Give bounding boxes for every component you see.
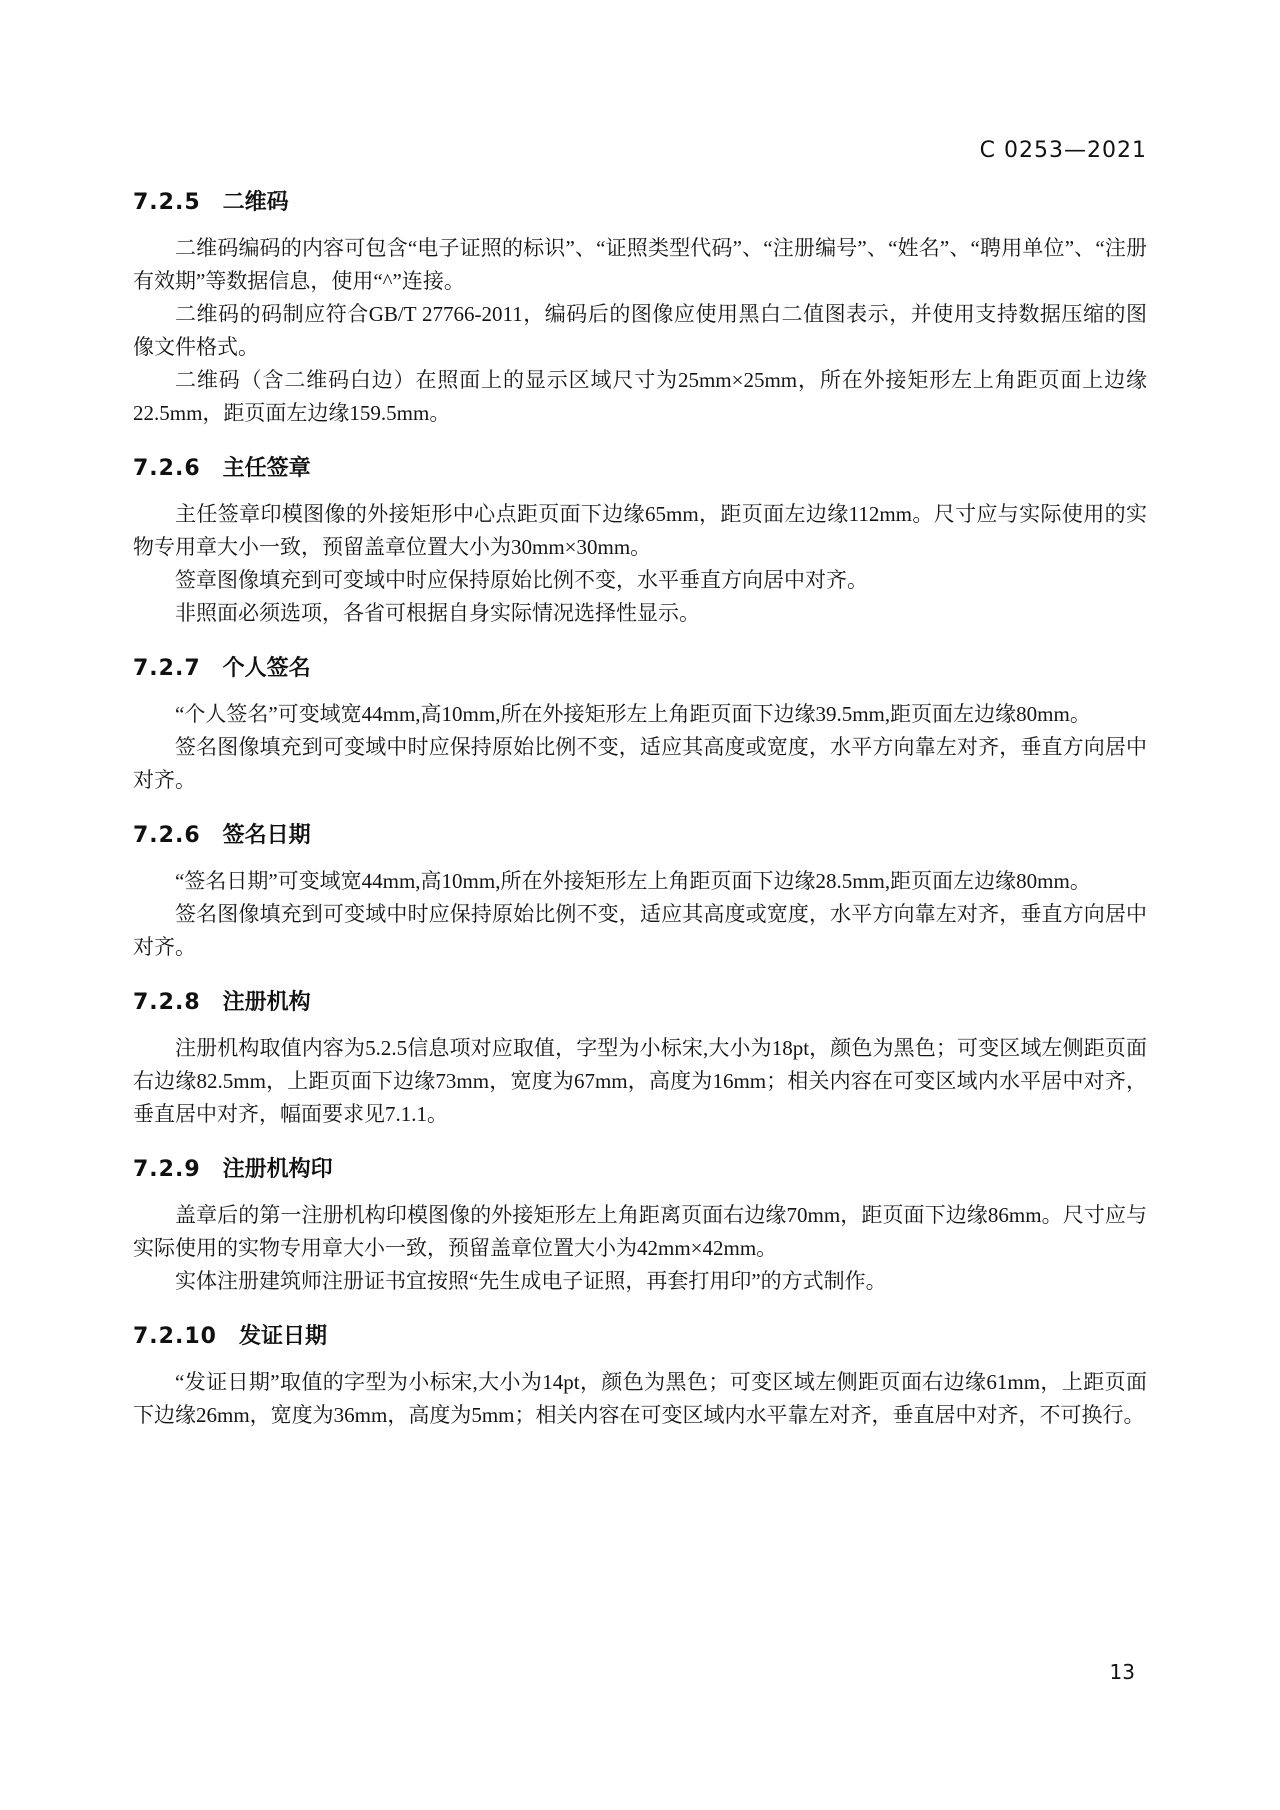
section-7-2-9-registration-authority-seal xyxy=(133,1155,1147,1298)
section-number: 7.2.5 xyxy=(133,190,201,215)
section-title-text: 二维码 xyxy=(222,190,289,215)
section-number: 7.2.8 xyxy=(133,990,201,1015)
section-body xyxy=(133,1366,1147,1432)
section-number: 7.2.6 xyxy=(133,456,201,481)
section-body xyxy=(133,698,1147,797)
section-7-2-5-qr-code xyxy=(133,188,1147,430)
section-7-2-7-personal-signature xyxy=(133,654,1147,797)
section-body xyxy=(133,1032,1147,1131)
paragraph: 盖章后的第一注册机构印模图像的外接矩形左上角距离页面右边缘70mm，距页面下边缘86mm。尺寸应与实际使用的实物专用章大小一致，预留盖章位置大小为42mm×42mm。 xyxy=(133,1203,1147,1260)
standard-code-header: C 0253—2021 xyxy=(979,138,1147,163)
page-number: 13 xyxy=(1109,1660,1135,1684)
section-number: 7.2.9 xyxy=(133,1157,201,1182)
section-heading xyxy=(133,1322,1147,1352)
section-title-text: 主任签章 xyxy=(222,456,311,481)
section-number: 7.2.10 xyxy=(133,1324,217,1349)
section-7-2-6-signature-date xyxy=(133,821,1147,964)
section-number: 7.2.6 xyxy=(133,823,201,848)
section-number: 7.2.7 xyxy=(133,656,201,681)
section-7-2-8-registration-authority xyxy=(133,988,1147,1131)
section-title-text: 签名日期 xyxy=(222,823,311,848)
paragraph: 二维码（含二维码白边）在照面上的显示区域尺寸为25mm×25mm，所在外接矩形左上角距页面上边缘22.5mm，距页面左边缘159.5mm。 xyxy=(133,368,1147,425)
paragraph: 主任签章印模图像的外接矩形中心点距页面下边缘65mm，距页面左边缘112mm。尺寸应与实际使用的实物专用章大小一致，预留盖章位置大小为30mm×30mm。 xyxy=(133,502,1147,559)
section-title-text: 注册机构 xyxy=(222,990,311,1015)
section-heading xyxy=(133,821,1147,851)
section-title-text: 发证日期 xyxy=(238,1324,327,1349)
paragraph: 签名图像填充到可变域中时应保持原始比例不变，适应其高度或宽度，水平方向靠左对齐，垂直方向居中对齐。 xyxy=(133,735,1147,792)
section-body xyxy=(133,1199,1147,1298)
paragraph: 签章图像填充到可变域中时应保持原始比例不变，水平垂直方向居中对齐。 xyxy=(175,568,868,592)
paragraph: 签名图像填充到可变域中时应保持原始比例不变，适应其高度或宽度，水平方向靠左对齐，垂直方向居中对齐。 xyxy=(133,902,1147,959)
section-body xyxy=(133,232,1147,430)
paragraph: 二维码的码制应符合GB/T 27766-2011，编码后的图像应使用黑白二值图表示，并使用支持数据压缩的图像文件格式。 xyxy=(133,302,1147,359)
paragraph: 二维码编码的内容可包含“电子证照的标识”、“证照类型代码”、“注册编号”、“姓名”、“聘用单位”、“注册有效期”等数据信息，使用“^”连接。 xyxy=(133,236,1147,293)
section-title-text: 个人签名 xyxy=(222,656,311,681)
section-7-2-6-director-seal xyxy=(133,454,1147,630)
paragraph: “个人签名”可变域宽44mm,高10mm,所在外接矩形左上角距页面下边缘39.5mm,距页面左边缘80mm。 xyxy=(175,702,1091,726)
section-body xyxy=(133,498,1147,630)
section-heading xyxy=(133,188,1147,218)
section-heading xyxy=(133,654,1147,684)
section-7-2-10-issue-date xyxy=(133,1322,1147,1432)
paragraph: “发证日期”取值的字型为小标宋,大小为14pt，颜色为黑色；可变区域左侧距页面右边缘61mm，上距页面下边缘26mm，宽度为36mm，高度为5mm；相关内容在可变区域内水平靠左对齐，垂直居中对齐，不可换行。 xyxy=(133,1370,1147,1427)
paragraph: 实体注册建筑师注册证书宜按照“先生成电子证照，再套打用印”的方式制作。 xyxy=(175,1269,887,1293)
section-title-text: 注册机构印 xyxy=(222,1157,333,1182)
paragraph: 注册机构取值内容为5.2.5信息项对应取值，字型为小标宋,大小为18pt，颜色为黑色；可变区域左侧距页面右边缘82.5mm，上距页面下边缘73mm，宽度为67mm，高度为16mm；相关内容在可变区域内水平居中对齐，垂直居中对齐，幅面要求见7.1.1。 xyxy=(133,1036,1147,1126)
section-heading xyxy=(133,454,1147,484)
paragraph: 非照面必须选项，各省可根据自身实际情况选择性显示。 xyxy=(175,601,700,625)
paragraph: “签名日期”可变域宽44mm,高10mm,所在外接矩形左上角距页面下边缘28.5mm,距页面左边缘80mm。 xyxy=(175,869,1091,893)
section-body xyxy=(133,865,1147,964)
section-heading xyxy=(133,988,1147,1018)
section-heading xyxy=(133,1155,1147,1185)
